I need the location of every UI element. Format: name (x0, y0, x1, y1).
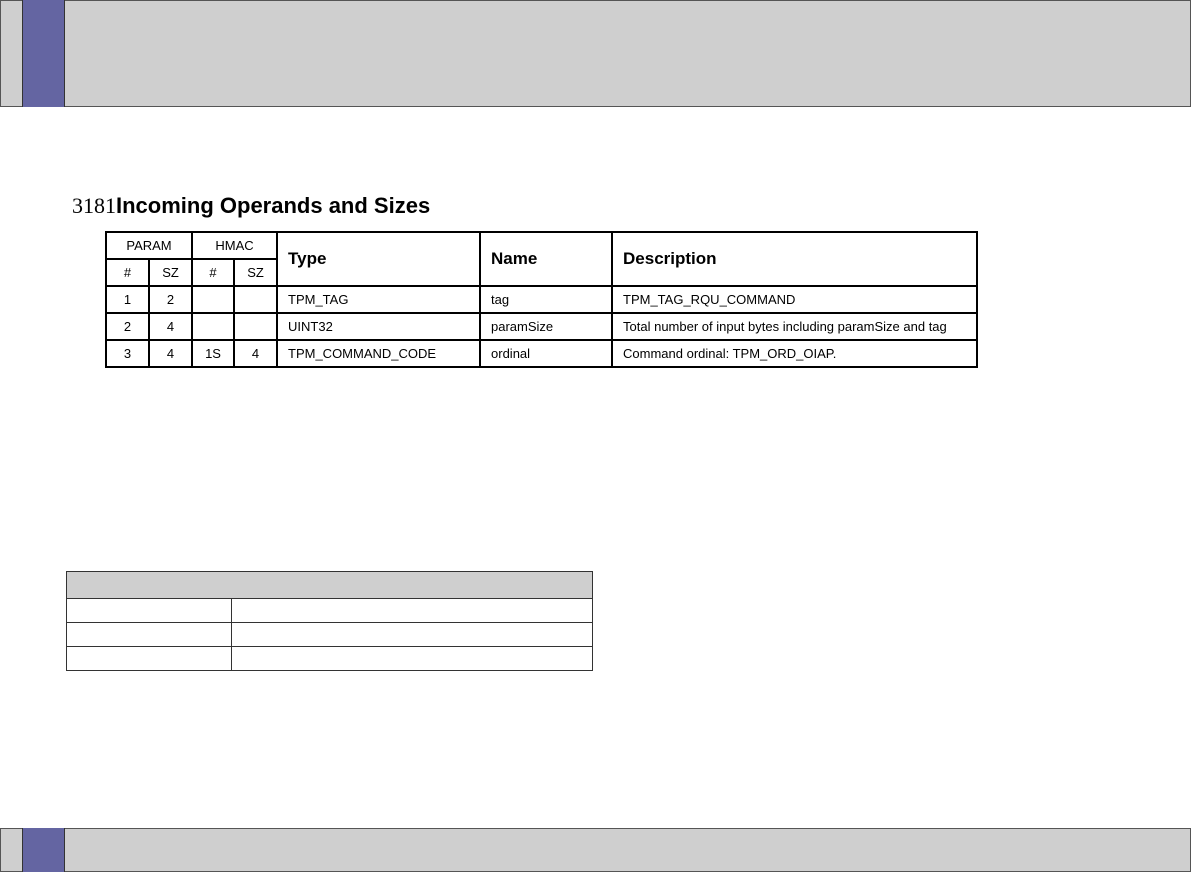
type-column-header: Type (277, 232, 480, 286)
empty-table-row (67, 623, 593, 647)
hmac-num-cell (192, 313, 234, 340)
empty-table-row (67, 647, 593, 671)
empty-cell (67, 647, 232, 671)
param-sz-header: SZ (149, 259, 192, 286)
param-sz-cell: 4 (149, 340, 192, 367)
operands-table (105, 231, 978, 368)
param-num-cell: 3 (106, 340, 149, 367)
empty-cell (232, 623, 593, 647)
empty-cell (232, 647, 593, 671)
empty-cell (67, 599, 232, 623)
param-sz-cell: 2 (149, 286, 192, 313)
hmac-num-header: # (192, 259, 234, 286)
footer-band (0, 828, 1191, 872)
empty-table-row (67, 599, 593, 623)
hmac-group-header: HMAC (192, 232, 277, 259)
table-row (106, 313, 977, 340)
param-num-cell: 1 (106, 286, 149, 313)
empty-table (66, 571, 593, 671)
name-cell: paramSize (480, 313, 612, 340)
hmac-sz-cell: 4 (234, 340, 277, 367)
footer-accent-bar (22, 828, 65, 872)
type-cell: TPM_TAG (277, 286, 480, 313)
hmac-num-cell: 1S (192, 340, 234, 367)
description-cell: Command ordinal: TPM_ORD_OIAP. (612, 340, 977, 367)
empty-table-header (67, 572, 593, 599)
name-cell: ordinal (480, 340, 612, 367)
param-sz-cell: 4 (149, 313, 192, 340)
hmac-num-cell (192, 286, 234, 313)
hmac-sz-header: SZ (234, 259, 277, 286)
param-num-cell: 2 (106, 313, 149, 340)
description-cell: Total number of input bytes including paramSize and tag (612, 313, 977, 340)
header-accent-bar (22, 0, 65, 107)
section-number: 3181 (72, 193, 116, 218)
header-band (0, 0, 1191, 107)
param-num-header: # (106, 259, 149, 286)
section-heading (72, 193, 430, 219)
type-cell: UINT32 (277, 313, 480, 340)
table-row (106, 340, 977, 367)
hmac-sz-cell (234, 286, 277, 313)
description-cell: TPM_TAG_RQU_COMMAND (612, 286, 977, 313)
table-header-row (106, 232, 977, 259)
type-cell: TPM_COMMAND_CODE (277, 340, 480, 367)
name-cell: tag (480, 286, 612, 313)
empty-cell (67, 623, 232, 647)
table-row (106, 286, 977, 313)
description-column-header: Description (612, 232, 977, 286)
hmac-sz-cell (234, 313, 277, 340)
name-column-header: Name (480, 232, 612, 286)
section-title: Incoming Operands and Sizes (116, 193, 431, 218)
empty-cell (232, 599, 593, 623)
param-group-header: PARAM (106, 232, 192, 259)
